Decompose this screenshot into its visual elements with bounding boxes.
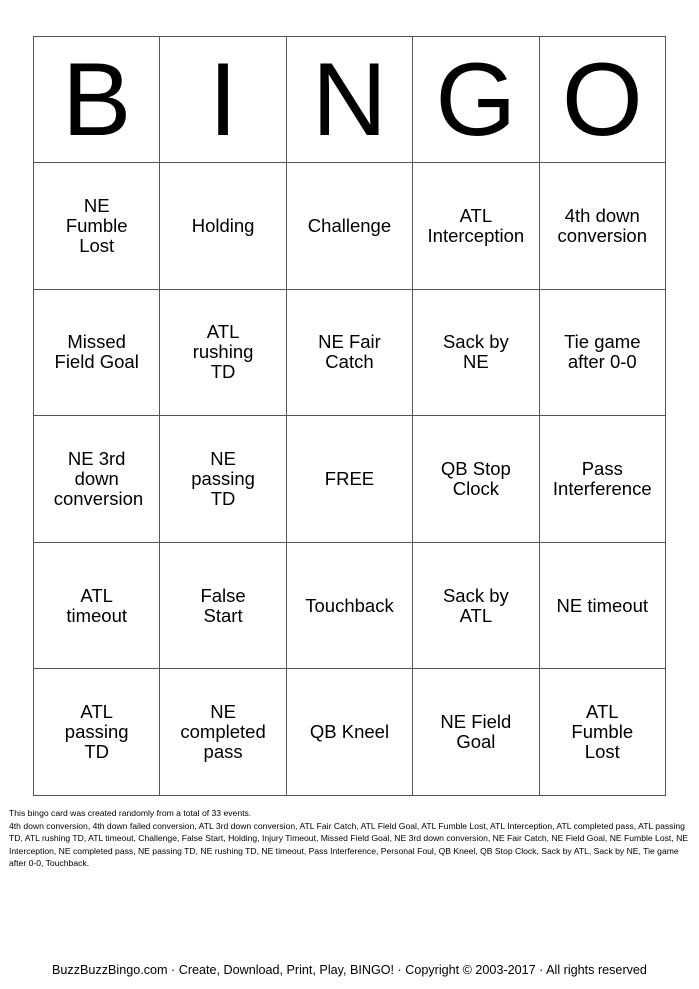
card-info [9,807,689,870]
cell-text: QB Stop Clock [440,457,511,499]
card-cell [34,416,160,543]
cell-text: Sack by NE [442,331,509,373]
card-cell [286,163,412,290]
card-cell [286,542,412,669]
card-cell [413,416,539,543]
cell-text: NE Field Goal [440,711,512,753]
card-cell [539,289,665,416]
cell-text: Touchback [305,594,394,616]
cell-text: NE completed pass [180,701,266,763]
card-cell [413,669,539,796]
header-letter-g: G [413,37,539,163]
card-cell [160,542,286,669]
card-cell [539,542,665,669]
card-row-1 [34,163,666,290]
cell-text: Pass Interference [552,457,652,499]
header-row [34,37,666,163]
cell-text: Sack by ATL [442,584,509,626]
header-letter-b: B [34,37,160,163]
card-cell [413,542,539,669]
page-footer: BuzzBuzzBingo.com · Create, Download, Print, Play, BINGO! · Copyright © 2003-2017 · All rights reserved [52,963,647,977]
cell-text: NE timeout [556,594,649,616]
cell-text: ATL Fumble Lost [571,701,634,763]
cell-text: NE passing TD [191,447,255,509]
header-letter-n: N [286,37,412,163]
card-cell [34,669,160,796]
cell-text: NE Fair Catch [318,331,381,373]
bingo-card [33,36,666,796]
card-cell [539,416,665,543]
card-cell [160,416,286,543]
card-row-4 [34,542,666,669]
cell-text: ATL rushing TD [192,321,254,383]
card-cell [160,669,286,796]
cell-text: NE Fumble Lost [65,194,128,256]
card-cell [160,163,286,290]
cell-text: ATL passing TD [64,701,129,763]
cell-text: Tie game after 0-0 [564,331,641,373]
card-cell [286,669,412,796]
cell-text: FREE [324,467,375,489]
card-cell [34,289,160,416]
header-letter-o: O [539,37,665,163]
cell-text: 4th down conversion [557,204,648,246]
card-cell [34,163,160,290]
cell-text: Missed Field Goal [54,331,139,373]
card-cell [160,289,286,416]
cell-text: ATL Interception [427,204,525,246]
cell-text: NE 3rd down conversion [53,447,144,509]
card-cell [413,163,539,290]
card-cell [286,289,412,416]
cell-text: Holding [191,214,255,236]
card-cell [413,289,539,416]
header-letter-i: I [160,37,286,163]
card-cell [539,669,665,796]
card-cell [34,542,160,669]
card-cell [539,163,665,290]
card-info-summary: This bingo card was created randomly from a total of 33 events. [9,808,252,818]
cell-text: False Start [200,584,246,626]
cell-text: Challenge [307,214,392,236]
card-row-5 [34,669,666,796]
card-info-events: 4th down conversion, 4th down failed conversion, ATL 3rd down conversion, ATL Fair Catch, ATL Field Goal, ATL Fumble Lost, ATL Interception, ATL completed pass, ATL passing TD, ATL rushing TD, ATL timeout, Challenge, False Start, Holding, Injury Timeout, Missed Field Goal, NE 3rd down conversion, NE Fair Catch, NE Field Goal, NE Fumble Lost, NE Interception, NE completed pass, NE passing TD, NE rushing TD, NE timeout, Pass Interference, Personal Foul, QB Kneel, QB Stop Clock, Sack by ATL, Sack by NE, Tie game after 0-0, Touchback. [9,820,689,869]
cell-text: QB Kneel [309,721,390,743]
card-row-3 [34,416,666,543]
free-space [286,416,412,543]
cell-text: ATL timeout [66,584,128,626]
card-row-2 [34,289,666,416]
